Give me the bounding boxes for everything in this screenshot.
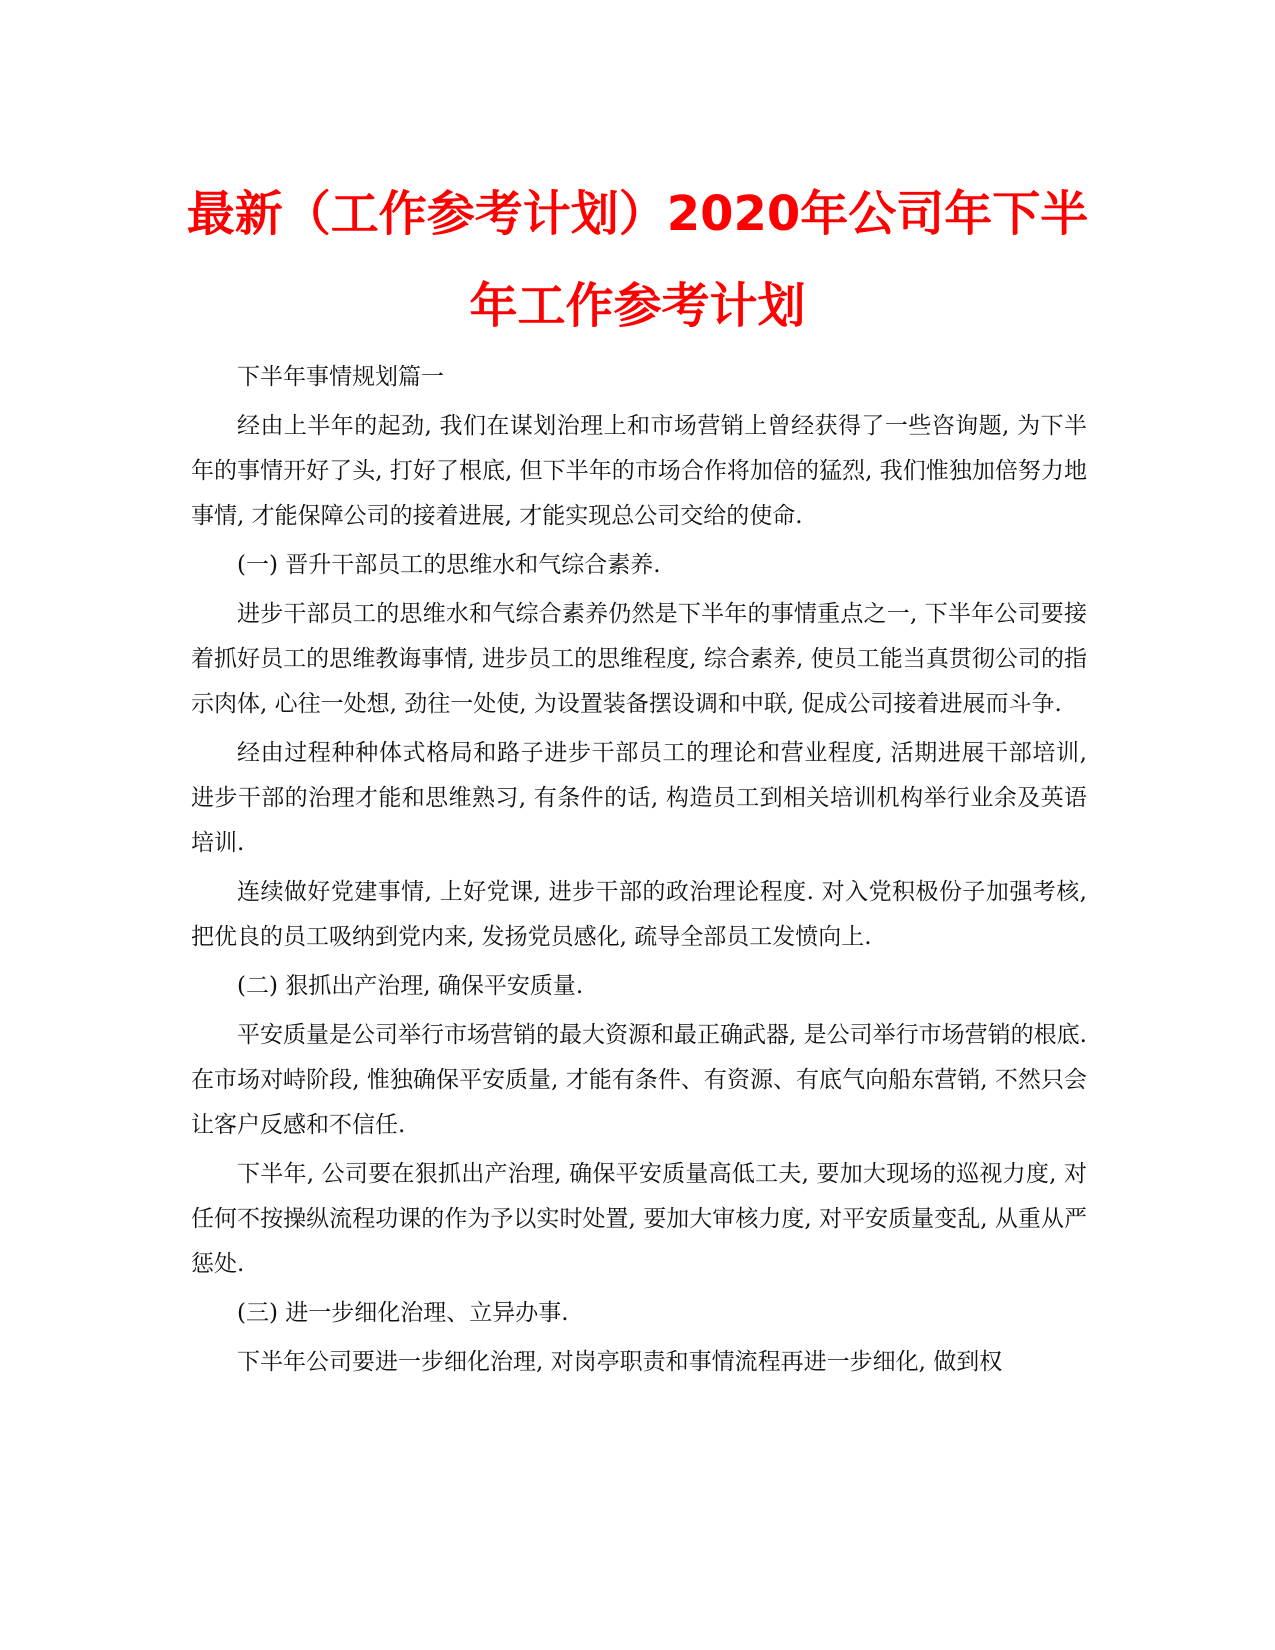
subsection-heading: (一) 晋升干部员工的思维水和气综合素养. [237, 552, 661, 578]
paragraph: 下半年公司要进一步细化治理, 对岗亭职责和事情流程再进一步细化, 做到权 [237, 1349, 1003, 1375]
paragraph: 经由过程种种体式格局和路子进步干部员工的理论和营业程度, 活期进展干部培训, 进步干部的治理才能和思维熟习, 有条件的话, 构造员工到相关培训机构举行业余及英语培训. [191, 740, 1087, 856]
title-line-2: 年工作参考计划 [469, 278, 806, 334]
section-heading: 下半年事情规划篇一 [237, 364, 444, 390]
title-line-1: 最新（工作参考计划）2020年公司年下半 [186, 186, 1089, 242]
paragraph: 经由上半年的起劲, 我们在谋划治理上和市场营销上曾经获得了一些咨询题, 为下半年的事情开好了头, 打好了根底, 但下半年的市场合作将加倍的猛烈, 我们惟独加倍努力地事情, 才能保障公司的接着进展, 才能实现总公司交给的使命. [191, 413, 1087, 529]
paragraph: 平安质量是公司举行市场营销的最大资源和最正确武器, 是公司举行市场营销的根底. 在市场对峙阶段, 惟独确保平安质量, 才能有条件、有资源、有底气向船东营销, 不然只会让客户反感和不信任. [191, 1022, 1087, 1138]
subsection-heading: (二) 狠抓出产治理, 确保平安质量. [237, 973, 584, 999]
paragraph: 进步干部员工的思维水和气综合素养仍然是下半年的事情重点之一, 下半年公司要接着抓好员工的思维教诲事情, 进步员工的思维程度, 综合素养, 使员工能当真贯彻公司的指示肉体, 心往一处想, 劲往一处使, 为设置装备摆设调和中联, 促成公司接着进展而斗争. [191, 601, 1087, 717]
subsection-heading: (三) 进一步细化治理、立异办事. [237, 1300, 569, 1326]
paragraph: 连续做好党建事情, 上好党课, 进步干部的政治理论程度. 对入党积极份子加强考核, 把优良的员工吸纳到党内来, 发扬党员感化, 疏导全部员工发愤向上. [191, 879, 1087, 950]
document-body [191, 355, 1087, 1389]
document-title [150, 168, 1125, 352]
paragraph: 下半年, 公司要在狠抓出产治理, 确保平安质量高低工夫, 要加大现场的巡视力度, 对任何不按操纵流程功课的作为予以实时处置, 要加大审核力度, 对平安质量变乱, 从重从严惩处. [191, 1161, 1087, 1277]
